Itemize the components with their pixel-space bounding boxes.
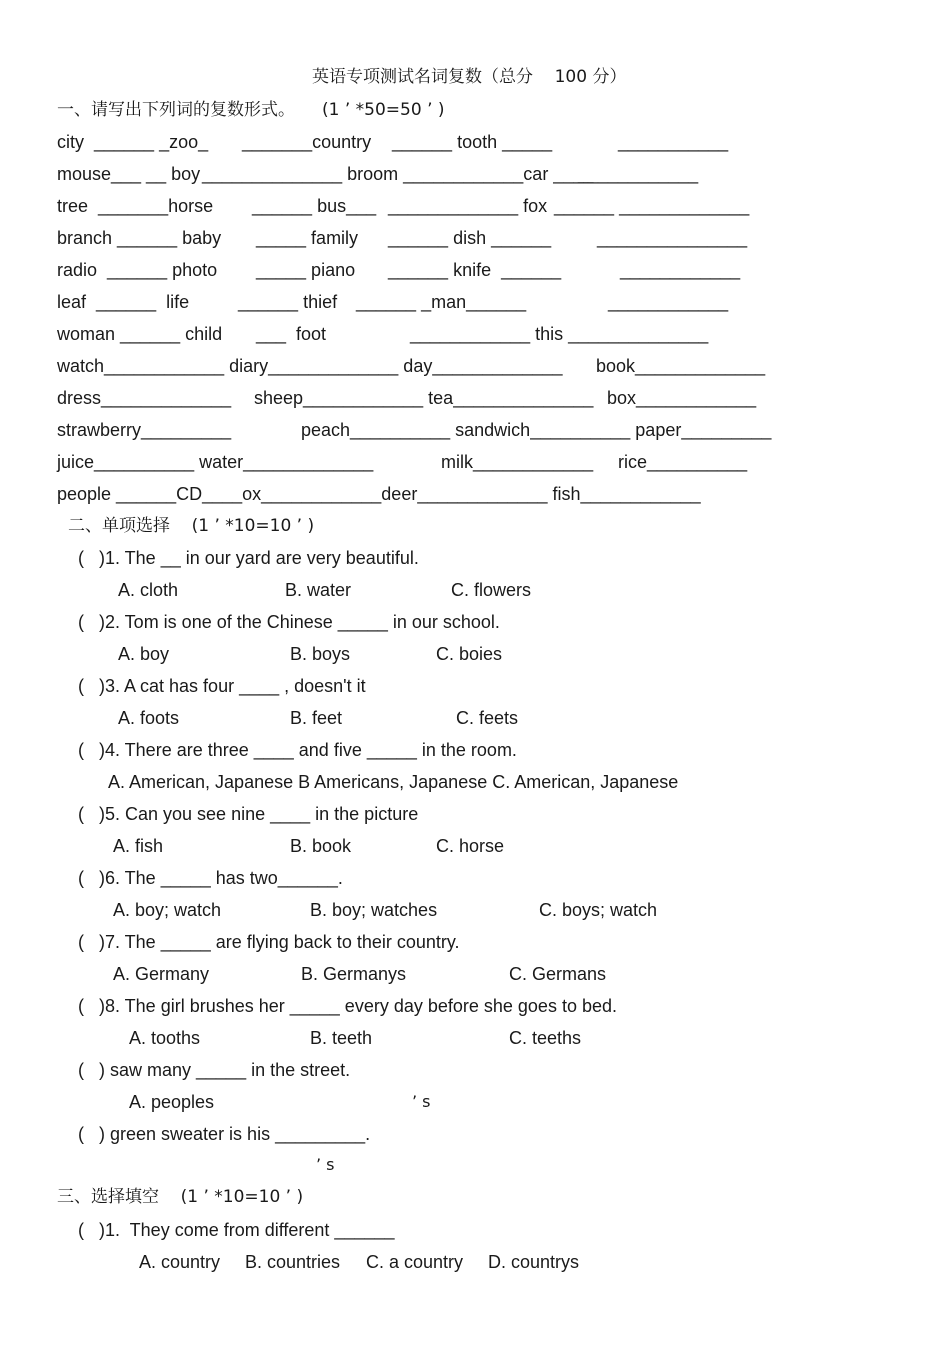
row4-d: _______________ xyxy=(597,228,748,248)
row6-c: ______ _man______ xyxy=(356,292,527,312)
row4-a: branch ______ baby xyxy=(57,228,222,248)
q5-opt-c: C. horse xyxy=(436,836,505,856)
q1-opt-c: C. flowers xyxy=(451,580,532,600)
row8-a: watch____________ diary_____________ day_____________ xyxy=(57,356,563,376)
q10-stem: ( ) green sweater is his _________. xyxy=(78,1124,371,1144)
q1-stem: ( )1. The __ in our yard are very beautiful. xyxy=(78,548,419,568)
q1-opt-a: A. cloth xyxy=(118,580,179,600)
q3-opt-a: A. foots xyxy=(118,708,180,728)
row11-a: juice__________ water_____________ xyxy=(57,452,374,472)
q6-opt-b: B. boy; watches xyxy=(310,900,438,920)
row9-c: box____________ xyxy=(607,388,757,408)
s3-q1-opt-c: C. a country xyxy=(366,1252,464,1272)
row12-a: people ______CD____ox____________deer_____________ fish____________ xyxy=(57,484,701,504)
q7-opt-b: B. Germanys xyxy=(301,964,407,984)
section1-heading: 一、请写出下列词的复数形式。 (1 ’ *50=50 ’ ) xyxy=(57,100,445,120)
row10-b: peach__________ sandwich__________ paper_________ xyxy=(301,420,772,440)
q6-stem: ( )6. The _____ has two______. xyxy=(78,868,343,888)
row5-a: radio ______ photo xyxy=(57,260,218,280)
s3-q1-opt-d: D. countrys xyxy=(488,1252,580,1272)
q6-opt-c: C. boys; watch xyxy=(539,900,658,920)
s3-q1-stem: ( )1. They come from different ______ xyxy=(78,1220,395,1240)
row9-a: dress_____________ xyxy=(57,388,232,408)
row3-d: ______ _____________ xyxy=(554,196,750,216)
q4-opts: A. American, Japanese B Americans, Japanese C. American, Japanese xyxy=(108,772,679,792)
row4-b: _____ family xyxy=(256,228,359,248)
q2-opt-a: A. boy xyxy=(118,644,170,664)
row6-d: ____________ xyxy=(608,292,729,312)
row7-a: woman ______ child xyxy=(57,324,223,344)
q4-stem: ( )4. There are three ____ and five _____ in the room. xyxy=(78,740,517,760)
q3-opt-c: C. feets xyxy=(456,708,519,728)
q5-stem: ( )5. Can you see nine ____ in the picture xyxy=(78,804,419,824)
row1-a: city ______ _zoo_ xyxy=(57,132,209,152)
q8-opt-b: B. teeth xyxy=(310,1028,373,1048)
q7-opt-a: A. Germany xyxy=(113,964,210,984)
row10-a: strawberry_________ xyxy=(57,420,232,440)
q7-stem: ( )7. The _____ are flying back to their country. xyxy=(78,932,460,952)
row2-b: ______________ broom ____________car ____ xyxy=(202,164,594,184)
row3-a: tree _______horse xyxy=(57,196,214,216)
section3-heading: 三、选择填空 (1 ’ *10=10 ’ ) xyxy=(57,1187,304,1207)
row7-b: ___ foot xyxy=(256,324,327,344)
row5-d: ____________ xyxy=(620,260,741,280)
q2-stem: ( )2. Tom is one of the Chinese _____ in our school. xyxy=(78,612,500,632)
s3-q1-opt-b: B. countries xyxy=(245,1252,341,1272)
q2-opt-b: B. boys xyxy=(290,644,351,664)
q8-opt-c: C. teeths xyxy=(509,1028,582,1048)
row2-c: ____________ xyxy=(578,164,699,184)
row11-b: milk____________ xyxy=(441,452,594,472)
row7-c: ____________ this ______________ xyxy=(410,324,709,344)
row1-b: _______country xyxy=(242,132,372,152)
q8-opt-a: A. tooths xyxy=(129,1028,201,1048)
row1-d: ___________ xyxy=(618,132,729,152)
row8-b: book_____________ xyxy=(596,356,766,376)
s3-q1-opt-a: A. country xyxy=(139,1252,221,1272)
q3-opt-b: B. feet xyxy=(290,708,343,728)
row5-c: ______ knife ______ xyxy=(388,260,562,280)
q3-stem: ( )3. A cat has four ____ , doesn't it xyxy=(78,676,366,696)
q8-stem: ( )8. The girl brushes her _____ every day before she goes to bed. xyxy=(78,996,617,1016)
q9-opt-fragment: ’ s xyxy=(412,1092,431,1111)
section2-heading: 二、单项选择 (1 ’ *10=10 ’ ) xyxy=(68,516,315,536)
q5-opt-b: B. book xyxy=(290,836,352,856)
row2-a: mouse___ __ boy xyxy=(57,164,201,184)
row4-c: ______ dish ______ xyxy=(388,228,552,248)
row9-b: sheep____________ tea______________ xyxy=(254,388,594,408)
row1-c: ______ tooth _____ xyxy=(392,132,553,152)
row5-b: _____ piano xyxy=(256,260,356,280)
q1-opt-b: B. water xyxy=(285,580,352,600)
q10-opt-fragment: ’ s xyxy=(316,1155,335,1174)
row3-c: _____________ fox xyxy=(388,196,548,216)
row6-b: ______ thief xyxy=(238,292,338,312)
q7-opt-c: C. Germans xyxy=(509,964,607,984)
q5-opt-a: A. fish xyxy=(113,836,164,856)
q2-opt-c: C. boies xyxy=(436,644,503,664)
q6-opt-a: A. boy; watch xyxy=(113,900,222,920)
q9-stem: ( ) saw many _____ in the street. xyxy=(78,1060,351,1080)
q9-opt-a: A. peoples xyxy=(129,1092,215,1112)
row11-c: rice__________ xyxy=(618,452,748,472)
page-title: 英语专项测试名词复数（总分 100 分） xyxy=(312,67,627,87)
row3-b: ______ bus___ xyxy=(252,196,377,216)
row6-a: leaf ______ life xyxy=(57,292,190,312)
